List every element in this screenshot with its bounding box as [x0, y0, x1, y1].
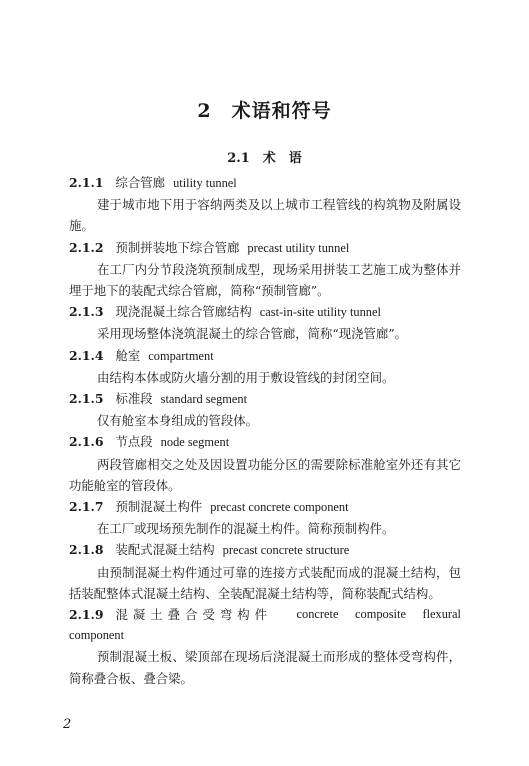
entry-number: 2.1.9 [69, 607, 104, 623]
term-definition: 在工厂内分节段浇筑预制成型，现场采用拼装工艺施工成为整体并埋于地下的装配式综合管廊，简称“预制管廊”。 [69, 261, 461, 299]
term-entry [69, 496, 461, 539]
term-en: precast concrete structure [222, 543, 350, 558]
term-zh: 舱室 [115, 347, 141, 363]
term-definition: 在工厂或现场预先制作的混凝土构件。简称预制构件。 [97, 521, 395, 537]
term-entry [69, 539, 461, 604]
term-entry [69, 388, 461, 431]
term-zh: 装配式混凝土结构 [115, 542, 215, 558]
term-en: compartment [148, 348, 214, 363]
entry-number: 2.1.4 [69, 347, 104, 363]
term-definition: 由预制混凝土构件通过可靠的连接方式装配而成的混凝土结构，包括装配整体式混凝土结构、全装配混凝土结构等，简称装配式结构。 [69, 564, 461, 601]
term-entry [69, 345, 461, 388]
term-en-word: concrete [296, 607, 339, 622]
term-entry [69, 172, 461, 237]
term-en: precast utility tunnel [247, 240, 350, 255]
term-entry [69, 604, 461, 689]
term-en: cast-in-site utility tunnel [259, 305, 381, 320]
term-en-continued: component [69, 628, 125, 643]
term-definition: 仅有舱室本身组成的管段体。 [97, 413, 259, 429]
term-entry [69, 301, 461, 344]
term-zh: 预制拼装地下综合管廊 [115, 239, 240, 255]
entry-number: 2.1.5 [69, 391, 104, 407]
term-zh: 预制混凝土构件 [115, 499, 203, 515]
term-zh: 综合管廊 [115, 175, 166, 190]
term-zh: 混凝土叠合受弯构件 [115, 607, 273, 623]
term-definition: 预制混凝土板、梁顶部在现场后浇混凝土而形成的整体受弯构件，简称叠合板、叠合梁。 [69, 649, 461, 686]
entry-number: 2.1.6 [69, 434, 104, 450]
entry-number: 2.1.3 [69, 304, 104, 320]
term-zh: 现浇混凝土综合管廊结构 [115, 304, 252, 320]
term-definition: 由结构本体或防火墙分割的用于敷设管线的封闭空间。 [97, 369, 395, 385]
entry-number: 2.1.7 [69, 499, 104, 515]
section-title: 2.1 术 语 [227, 151, 302, 166]
term-en: node segment [160, 435, 230, 450]
term-en: utility tunnel [173, 176, 237, 190]
term-en: precast concrete component [210, 500, 349, 515]
term-entry [69, 237, 461, 302]
term-zh: 标准段 [115, 391, 153, 407]
chapter-title: 2 术语和符号 [197, 100, 332, 122]
entry-number: 2.1.2 [69, 239, 104, 255]
page-number: 2 [63, 717, 72, 732]
term-en-word: flexural [422, 607, 461, 622]
term-definition: 两段管廊相交之处及因设置功能分区的需要除标准舱室外还有其它功能舱室的管段体。 [69, 456, 461, 493]
term-zh: 节点段 [115, 434, 153, 450]
entry-number: 2.1.1 [69, 175, 104, 190]
term-en: standard segment [160, 392, 248, 407]
term-en-word: composite [355, 607, 406, 622]
term-list [69, 172, 461, 689]
term-entry [69, 431, 461, 496]
term-definition: 建于城市地下用于容纳两类及以上城市工程管线的构筑物及附属设施。 [69, 197, 461, 234]
term-definition: 采用现场整体浇筑混凝土的综合管廊，简称“现浇管廊”。 [97, 326, 408, 342]
entry-number: 2.1.8 [69, 542, 104, 558]
